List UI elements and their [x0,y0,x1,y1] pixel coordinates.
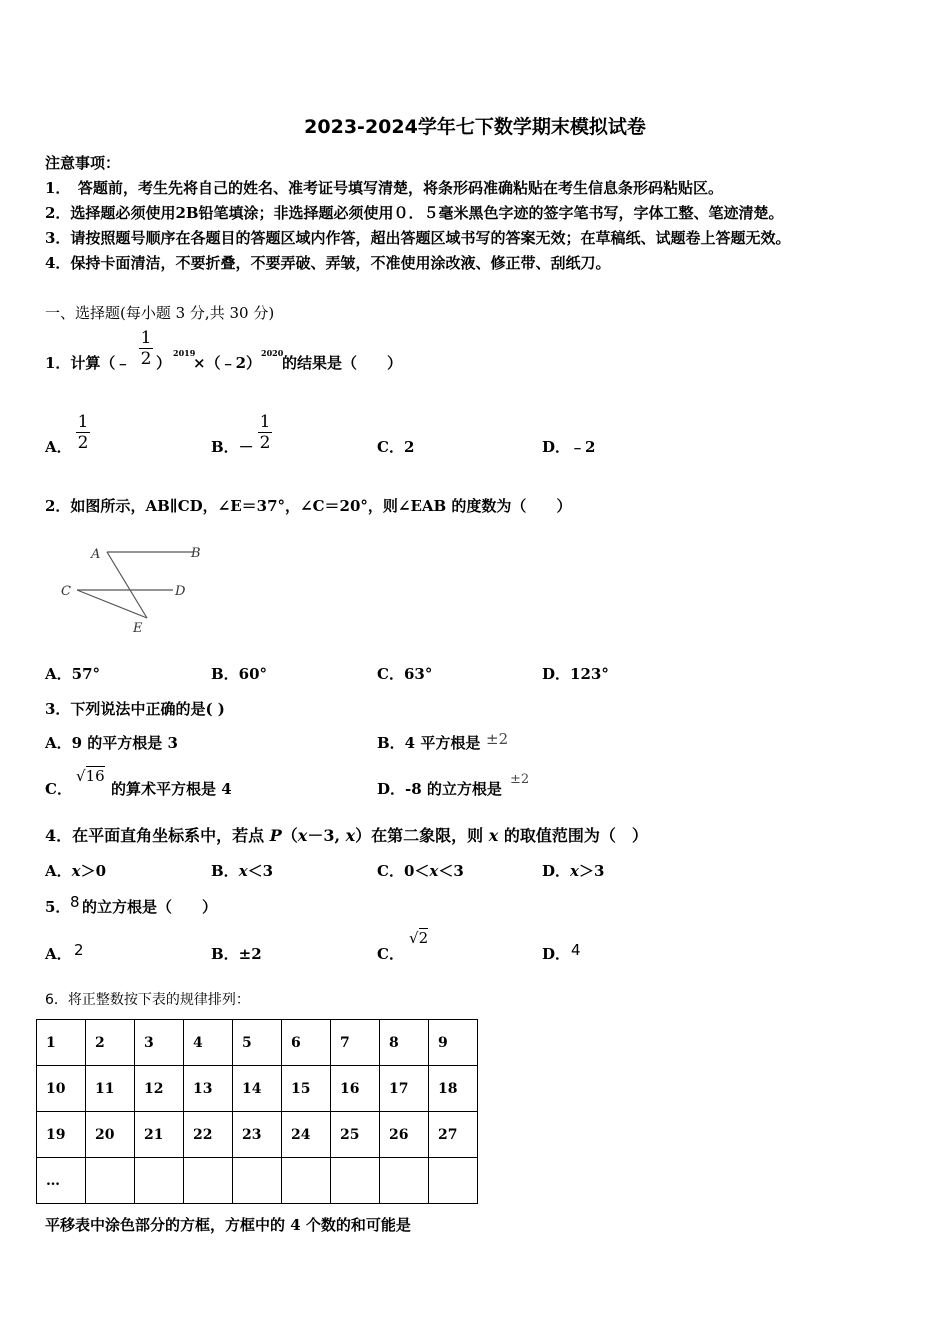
q3-option-a: A．9 的平方根是 3 [45,734,178,752]
q4-paren-close: ） [355,826,372,845]
table-cell [184,1158,233,1204]
q5-option-c-label: C． [377,945,404,963]
q4-paren-open: （ [281,826,298,845]
table-cell: 26 [380,1112,429,1158]
q2-figure [55,540,215,640]
section-heading: 一、选择题(每小题 3 分,共 30 分) [45,304,275,322]
q4-option-b-var: x [238,862,248,880]
q1-option-b-fraction [258,412,272,453]
q4-option-a-rest: ＞0 [80,862,107,880]
q3-option-b-text: B．4 平方根是 [377,734,481,752]
notice-item-3: 3．请按照题号顺序在各题目的答题区域内作答，超出答题区域书写的答案无效；在草稿纸、试题卷上答题无效。 [45,229,791,247]
q4-post2: 的取值范围为（ ） [498,826,648,845]
q3-option-c-radicand: 16 [85,767,105,785]
q2-stem: 2．如图所示，AB∥CD，∠E＝37°，∠C＝20°，则∠EAB 的度数为（ ） [45,497,572,515]
table-cell: 5 [233,1020,282,1066]
q1-option-b-num: 1 [259,412,271,432]
q4-option-c-var: x [429,862,439,880]
table-cell: 22 [184,1112,233,1158]
table-cell: 4 [184,1020,233,1066]
q3-option-b-value: ±2 [486,730,509,748]
table-cell: 12 [135,1066,184,1112]
q3-option-d-value: ±2 [510,772,530,787]
table-cell: 6 [282,1020,331,1066]
q4-option-d-rest: ＞3 [578,862,605,880]
q3-option-c-text: 的算术平方根是 4 [111,780,232,798]
q1-mid: ） [156,354,172,372]
q1-frac-den: 2 [140,349,152,369]
notice-heading: 注意事项： [45,154,121,172]
q4-var-x1: x [297,826,308,845]
q1-option-d: D．﹣2 [542,438,596,456]
q1-option-a-label: A． [45,438,72,456]
notice-item-1: 1． 答题前，考生先将自己的姓名、准考证号填写清楚，将条形码准确粘贴在考生信息条形码粘贴区。 [45,179,723,197]
q1-exp2: 2020 [261,348,284,358]
q1-fraction [139,328,153,369]
q4-option-d-label: D． [542,862,571,880]
table-cell: 25 [331,1112,380,1158]
table-cell [86,1158,135,1204]
q4-option-c-rest: ＜3 [438,862,464,880]
sqrt-icon: √ [76,767,86,785]
q2-option-a: A．57° [45,665,101,683]
q4-option-d [542,860,604,881]
q5-stem: 的立方根是（ ） [82,898,218,916]
q3-stem: 3．下列说法中正确的是( ) [45,700,225,718]
table-cell [135,1158,184,1204]
q2-option-d: D．123° [542,665,609,683]
table-cell: 11 [86,1066,135,1112]
table-cell: 10 [37,1066,86,1112]
q6-after-text: 平移表中涂色部分的方框，方框中的 4 个数的和可能是 [45,1216,411,1234]
table-cell: 8 [380,1020,429,1066]
table-cell: 27 [429,1112,478,1158]
table-cell: 3 [135,1020,184,1066]
q1-option-c: C．2 [377,438,415,456]
notice-item-2: 2．选择题必须使用2B铅笔填涂；非选择题必须使用０．５毫米黑色字迹的签字笔书写，字体工整、笔迹清楚。 [45,204,784,222]
q4-pre: 4．在平面直角坐标系中，若点 [45,826,270,845]
q4-option-a-var: x [71,862,81,880]
line-ae [107,552,147,618]
q3-option-c-label: C． [45,780,72,798]
label-c: C [61,584,71,599]
q4-option-b [211,860,273,881]
table-cell: 13 [184,1066,233,1112]
table-row [37,1066,478,1112]
line-ce [77,590,147,618]
q2-option-c: C．63° [377,665,433,683]
q4-option-c-pre: 0＜ [403,862,430,880]
q4-point-p: P [269,826,282,845]
q4-mid: －3, [307,826,346,845]
q5-option-a-value: 2 [74,941,84,959]
q1-option-b-den: 2 [259,433,271,453]
table-cell: 2 [86,1020,135,1066]
q4-option-a-label: A． [45,862,72,880]
q6-stem: 6．将正整数按下表的规律排列： [45,992,250,1008]
q5-option-b: B．±2 [211,945,262,963]
sqrt-icon: √ [409,929,419,947]
table-cell: … [37,1158,86,1204]
q5-option-d-value: 4 [571,941,581,959]
label-a: A [91,547,101,562]
table-cell: 9 [429,1020,478,1066]
q4-var-x3: x [488,826,499,845]
q1-option-a-den: 2 [77,433,89,453]
q4-post1: 在第二象限，则 [371,826,489,845]
table-cell [233,1158,282,1204]
q4-option-b-label: B． [211,862,239,880]
q1-option-b-label: B．－ [211,438,254,456]
q5-option-c-radical [409,929,428,947]
table-cell: 15 [282,1066,331,1112]
notice-item-4: 4．保持卡面清洁，不要折叠，不要弄破、弄皱，不准使用涂改液、修正带、刮纸刀。 [45,254,611,272]
table-cell: 14 [233,1066,282,1112]
table-cell: 17 [380,1066,429,1112]
table-row [37,1112,478,1158]
q5-option-d-label: D． [542,945,571,963]
table-cell: 18 [429,1066,478,1112]
table-cell: 1 [37,1020,86,1066]
label-e: E [133,621,143,636]
q4-stem [45,823,648,846]
table-row [37,1158,478,1204]
label-d: D [175,584,186,599]
q1-option-a-fraction [76,412,90,453]
page-title: 2023-2024学年七下数学期末模拟试卷 [304,116,646,138]
table-row [37,1020,478,1066]
q5-option-c-radicand: 2 [418,929,429,947]
table-cell [331,1158,380,1204]
table-cell [282,1158,331,1204]
q3-option-d-text: D．-8 的立方根是 [377,780,502,798]
table-cell: 21 [135,1112,184,1158]
table-cell: 20 [86,1112,135,1158]
q2-option-b: B．60° [211,665,268,683]
table-cell: 24 [282,1112,331,1158]
q5-option-a-label: A． [45,945,72,963]
q4-option-c-label: C． [377,862,404,880]
q1-times: ×（﹣2） [193,354,262,372]
q4-option-a [45,860,106,881]
q5-number: 5． [45,898,71,916]
q1-prefix: 1．计算（﹣ [45,354,131,372]
q4-option-d-var: x [570,862,579,880]
table-cell [380,1158,429,1204]
q1-frac-num: 1 [140,328,152,348]
table-cell: 19 [37,1112,86,1158]
q4-option-b-rest: ＜3 [247,862,274,880]
table-cell: 23 [233,1112,282,1158]
q1-exp1: 2019 [173,348,196,358]
q4-var-x2: x [345,826,356,845]
table-cell: 7 [331,1020,380,1066]
q4-option-c [377,860,464,881]
label-b: B [191,546,201,561]
q1-suffix: 的结果是（ ） [282,354,403,372]
q5-value: 8 [70,893,80,911]
q1-option-a-num: 1 [77,412,89,432]
table-cell: 16 [331,1066,380,1112]
table-cell [429,1158,478,1204]
q3-option-c-radical [76,767,105,785]
q6-number-table [36,1019,478,1204]
